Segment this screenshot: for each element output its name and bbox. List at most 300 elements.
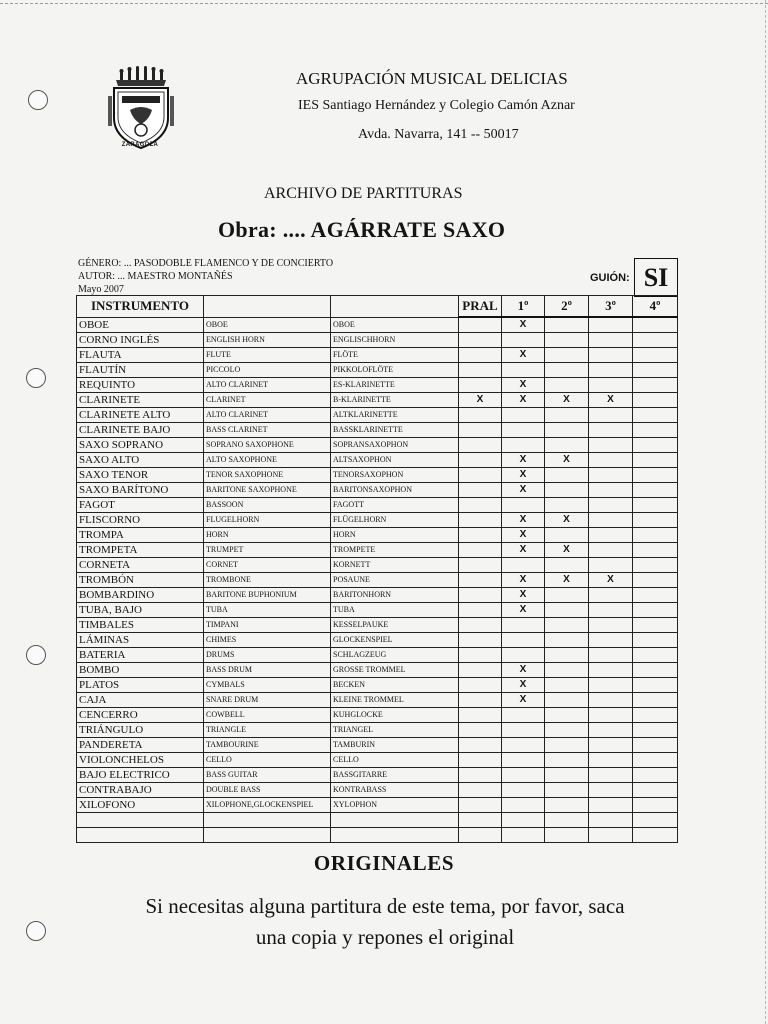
table-row [77, 648, 678, 663]
part-mark [633, 438, 678, 453]
part-mark [459, 348, 502, 363]
part-mark [502, 333, 545, 348]
part-mark [459, 813, 502, 828]
part-mark [633, 453, 678, 468]
instrument-name-es: XILOFONO [77, 798, 204, 813]
instrument-name-de: KLEINE TROMMEL [331, 693, 459, 708]
instrument-name-en: ENGLISH HORN [204, 333, 331, 348]
instrument-name-en: TIMPANI [204, 618, 331, 633]
part-mark [545, 498, 589, 513]
part-mark [589, 588, 633, 603]
instrument-name-de: FAGOTT [331, 498, 459, 513]
instrument-name-de: PIKKOLOFLÖTE [331, 363, 459, 378]
part-mark [545, 603, 589, 618]
part-mark [459, 468, 502, 483]
part-mark: X [545, 543, 589, 558]
table-row [77, 438, 678, 453]
part-mark [633, 798, 678, 813]
part-mark [459, 663, 502, 678]
part-mark [545, 633, 589, 648]
part-mark [502, 498, 545, 513]
instrument-name-es: FLAUTA [77, 348, 204, 363]
instrument-name-de: SCHLAGZEUG [331, 648, 459, 663]
part-mark: X [502, 378, 545, 393]
part-mark [502, 783, 545, 798]
part-mark [459, 738, 502, 753]
table-row [77, 678, 678, 693]
part-mark [545, 483, 589, 498]
instrument-name-de: HORN [331, 528, 459, 543]
part-mark [633, 543, 678, 558]
part-mark: X [502, 317, 545, 333]
instrument-name-en: CHIMES [204, 633, 331, 648]
part-mark [459, 648, 502, 663]
instrument-name-de: FLÖTE [331, 348, 459, 363]
table-row [77, 498, 678, 513]
genre-line: GÉNERO: ... PASODOBLE FLAMENCO Y DE CONCIERTO [78, 258, 334, 269]
instrument-name-de: ENGLISCHHORN [331, 333, 459, 348]
logo-caption: ZARAGOZA [121, 142, 159, 148]
part-mark: X [502, 348, 545, 363]
part-mark [459, 573, 502, 588]
part-mark [545, 317, 589, 333]
instrument-name-de: OBOE [331, 317, 459, 333]
part-mark [459, 618, 502, 633]
archive-title: ARCHIVO DE PARTITURAS [264, 185, 463, 202]
instrument-name-en: ALTO CLARINET [204, 408, 331, 423]
part-mark [459, 723, 502, 738]
table-row [77, 543, 678, 558]
part-mark [589, 738, 633, 753]
part-mark [459, 783, 502, 798]
instrument-name-de: BARITONHORN [331, 588, 459, 603]
instrument-name-de: POSAUNE [331, 573, 459, 588]
part-mark: X [502, 453, 545, 468]
instrument-name-de: TRIANGEL [331, 723, 459, 738]
originales-heading: ORIGINALES [313, 851, 455, 875]
punch-hole [26, 921, 46, 941]
instrument-name-de: BECKEN [331, 678, 459, 693]
col-header-2: 2º [545, 296, 589, 318]
instrument-name-en: DRUMS [204, 648, 331, 663]
instrument-name-es: TROMPA [77, 528, 204, 543]
part-mark [459, 378, 502, 393]
instrument-name-en: CELLO [204, 753, 331, 768]
part-mark [459, 798, 502, 813]
instrument-name-es: CLARINETE [77, 393, 204, 408]
table-row [77, 453, 678, 468]
part-mark [633, 408, 678, 423]
col-header-english [204, 296, 331, 318]
date-line: Mayo 2007 [78, 284, 124, 295]
table-row [77, 573, 678, 588]
part-mark: X [502, 543, 545, 558]
part-mark: X [502, 588, 545, 603]
instrument-name-de: BASSGITARRE [331, 768, 459, 783]
part-mark: X [502, 528, 545, 543]
instrument-name-de: ALTSAXOPHON [331, 453, 459, 468]
instrument-name-es: FAGOT [77, 498, 204, 513]
part-mark [589, 423, 633, 438]
part-mark: X [545, 573, 589, 588]
part-mark [633, 723, 678, 738]
punch-hole [26, 645, 46, 665]
instrument-name-en: BASS DRUM [204, 663, 331, 678]
instrument-name-en: TRUMPET [204, 543, 331, 558]
part-mark [545, 828, 589, 843]
part-mark [589, 768, 633, 783]
part-mark [545, 558, 589, 573]
part-mark: X [502, 468, 545, 483]
instrument-name-de: CELLO [331, 753, 459, 768]
instrument-name-en: CORNET [204, 558, 331, 573]
instrument-name-en: SNARE DRUM [204, 693, 331, 708]
part-mark [633, 768, 678, 783]
guion-value: SI [634, 258, 678, 297]
note-line-1: Si necesitas alguna partitura de este tema, por favor, saca [145, 894, 625, 918]
instrument-name-de: BARITONSAXOPHON [331, 483, 459, 498]
part-mark [502, 363, 545, 378]
part-mark [633, 708, 678, 723]
part-mark: X [589, 393, 633, 408]
part-mark [545, 678, 589, 693]
part-mark [459, 678, 502, 693]
instrument-name-en: ALTO SAXOPHONE [204, 453, 331, 468]
instrument-name-de: B-KLARINETTE [331, 393, 459, 408]
part-mark [502, 708, 545, 723]
part-mark [589, 333, 633, 348]
guion-label: GUIÓN: [590, 272, 630, 284]
part-mark [545, 438, 589, 453]
instrument-name-en: BARITONE SAXOPHONE [204, 483, 331, 498]
instrument-name-es: VIOLONCHELOS [77, 753, 204, 768]
instrument-name-es: REQUINTO [77, 378, 204, 393]
part-mark [459, 363, 502, 378]
part-mark [589, 453, 633, 468]
part-mark [589, 483, 633, 498]
instrument-name-es: BAJO ELECTRICO [77, 768, 204, 783]
table-row [77, 693, 678, 708]
instrument-name-de: ALTKLARINETTE [331, 408, 459, 423]
instrument-name-es: SAXO TENOR [77, 468, 204, 483]
part-mark [459, 513, 502, 528]
instrument-name-en: TAMBOURINE [204, 738, 331, 753]
instrument-name-en: OBOE [204, 317, 331, 333]
table-row [77, 423, 678, 438]
instrument-name-de: KUHGLOCKE [331, 708, 459, 723]
band-logo [100, 66, 180, 152]
instrument-name-es: TROMPETA [77, 543, 204, 558]
instrument-name-de: SOPRANSAXOPHON [331, 438, 459, 453]
part-mark [459, 317, 502, 333]
instrument-name-es: TROMBÓN [77, 573, 204, 588]
part-mark [633, 468, 678, 483]
table-row [77, 723, 678, 738]
table-row [77, 633, 678, 648]
part-mark [589, 723, 633, 738]
table-row [77, 603, 678, 618]
table-row [77, 768, 678, 783]
part-mark: X [502, 678, 545, 693]
instrument-name-en: BASSOON [204, 498, 331, 513]
part-mark [589, 783, 633, 798]
part-mark [502, 753, 545, 768]
table-row [77, 618, 678, 633]
part-mark [589, 753, 633, 768]
part-mark [459, 558, 502, 573]
part-mark [589, 528, 633, 543]
part-mark [545, 798, 589, 813]
instrument-table [76, 295, 678, 843]
part-mark [459, 543, 502, 558]
part-mark [459, 588, 502, 603]
part-mark [589, 603, 633, 618]
table-row [77, 738, 678, 753]
instrument-name-en: BASS GUITAR [204, 768, 331, 783]
part-mark [545, 588, 589, 603]
table-row [77, 317, 678, 333]
part-mark [633, 483, 678, 498]
part-mark [589, 543, 633, 558]
part-mark [633, 573, 678, 588]
instrument-name-en: TRIANGLE [204, 723, 331, 738]
instrument-name-en [204, 828, 331, 843]
part-mark [589, 378, 633, 393]
instrument-name-de: BASSKLARINETTE [331, 423, 459, 438]
instrument-name-en: FLUTE [204, 348, 331, 363]
part-mark [633, 558, 678, 573]
part-mark [459, 708, 502, 723]
part-mark: X [502, 603, 545, 618]
instrument-name-en: HORN [204, 528, 331, 543]
part-mark [545, 348, 589, 363]
instrument-name-en: TENOR SAXOPHONE [204, 468, 331, 483]
table-row [77, 483, 678, 498]
table-row [77, 708, 678, 723]
part-mark [502, 768, 545, 783]
page-top-edge [0, 3, 768, 4]
author-line: AUTOR: ... MAESTRO MONTAÑÉS [78, 271, 233, 282]
table-row [77, 798, 678, 813]
part-mark [633, 738, 678, 753]
table-row [77, 468, 678, 483]
part-mark: X [545, 393, 589, 408]
part-mark: X [502, 693, 545, 708]
part-mark [589, 663, 633, 678]
table-row [77, 348, 678, 363]
instrument-name-de: KORNETT [331, 558, 459, 573]
part-mark: X [589, 573, 633, 588]
part-mark [633, 588, 678, 603]
part-mark [545, 528, 589, 543]
part-mark [545, 363, 589, 378]
part-mark [589, 693, 633, 708]
table-row [77, 408, 678, 423]
instrument-name-es: PANDERETA [77, 738, 204, 753]
table-row [77, 558, 678, 573]
part-mark [459, 693, 502, 708]
part-mark [633, 363, 678, 378]
instrument-name-es: BOMBO [77, 663, 204, 678]
col-header-german [331, 296, 459, 318]
instrument-name-en: SOPRANO SAXOPHONE [204, 438, 331, 453]
instrument-name-es: CLARINETE BAJO [77, 423, 204, 438]
instrument-name-es: CORNETA [77, 558, 204, 573]
part-mark [502, 648, 545, 663]
part-mark [589, 408, 633, 423]
part-mark [502, 723, 545, 738]
instrument-name-es: CONTRABAJO [77, 783, 204, 798]
instrument-name-de: TUBA [331, 603, 459, 618]
instrument-name-es: BATERIA [77, 648, 204, 663]
instrument-name-de: TROMPETE [331, 543, 459, 558]
instrument-name-es: LÁMINAS [77, 633, 204, 648]
part-mark [459, 453, 502, 468]
work-title: Obra: .... AGÁRRATE SAXO [218, 217, 506, 242]
col-header-pral: PRAL [459, 296, 502, 318]
part-mark [589, 363, 633, 378]
instrument-name-es: CAJA [77, 693, 204, 708]
instrument-name-en: CLARINET [204, 393, 331, 408]
part-mark [633, 603, 678, 618]
part-mark [589, 678, 633, 693]
part-mark [545, 783, 589, 798]
part-mark [589, 348, 633, 363]
table-row [77, 783, 678, 798]
part-mark [459, 498, 502, 513]
part-mark [459, 828, 502, 843]
instrument-name-en: PICCOLO [204, 363, 331, 378]
part-mark [459, 528, 502, 543]
part-mark [633, 348, 678, 363]
address-line: Avda. Navarra, 141 -- 50017 [358, 127, 519, 142]
part-mark [633, 828, 678, 843]
table-row [77, 528, 678, 543]
part-mark [545, 333, 589, 348]
part-mark [502, 633, 545, 648]
part-mark [633, 378, 678, 393]
part-mark [545, 708, 589, 723]
part-mark [589, 798, 633, 813]
org-name: AGRUPACIÓN MUSICAL DELICIAS [296, 69, 568, 88]
part-mark [545, 753, 589, 768]
instrument-name-es: PLATOS [77, 678, 204, 693]
part-mark [502, 738, 545, 753]
part-mark [545, 618, 589, 633]
part-mark [633, 678, 678, 693]
table-row [77, 588, 678, 603]
table-row [77, 513, 678, 528]
part-mark [459, 633, 502, 648]
part-mark [633, 528, 678, 543]
part-mark [502, 813, 545, 828]
part-mark [633, 783, 678, 798]
instrument-name-en: TUBA [204, 603, 331, 618]
part-mark [459, 333, 502, 348]
part-mark [459, 753, 502, 768]
part-mark [633, 663, 678, 678]
instrument-name-en: ALTO CLARINET [204, 378, 331, 393]
table-row [77, 333, 678, 348]
instrument-name-en: COWBELL [204, 708, 331, 723]
table-row [77, 828, 678, 843]
instrument-name-es: FLAUTÍN [77, 363, 204, 378]
part-mark [633, 498, 678, 513]
schools-line: IES Santiago Hernández y Colegio Camón Aznar [298, 98, 575, 113]
part-mark [545, 768, 589, 783]
part-mark [459, 423, 502, 438]
part-mark: X [502, 483, 545, 498]
note-line-2: una copia y repones el original [255, 925, 515, 949]
part-mark [459, 408, 502, 423]
part-mark [502, 558, 545, 573]
instrument-name-es: CLARINETE ALTO [77, 408, 204, 423]
part-mark [589, 648, 633, 663]
instrument-name-es: SAXO SOPRANO [77, 438, 204, 453]
part-mark [502, 798, 545, 813]
col-header-3: 3º [589, 296, 633, 318]
part-mark: X [459, 393, 502, 408]
instrument-name-de: KESSELPAUKE [331, 618, 459, 633]
part-mark: X [545, 453, 589, 468]
part-mark [502, 423, 545, 438]
part-mark [633, 753, 678, 768]
part-mark [589, 438, 633, 453]
instrument-name-de: TAMBURIN [331, 738, 459, 753]
col-header-1: 1º [502, 296, 545, 318]
punch-hole [26, 368, 46, 388]
table-row [77, 663, 678, 678]
instrument-name-de: GROSSE TROMMEL [331, 663, 459, 678]
col-header-instrument: INSTRUMENTO [77, 296, 204, 318]
part-mark [459, 768, 502, 783]
part-mark: X [502, 663, 545, 678]
part-mark [633, 648, 678, 663]
part-mark [589, 317, 633, 333]
instrument-name-es: CENCERRO [77, 708, 204, 723]
instrument-name-es: FLISCORNO [77, 513, 204, 528]
table-body [77, 317, 678, 843]
part-mark [633, 333, 678, 348]
instrument-name-es: BOMBARDINO [77, 588, 204, 603]
instrument-name-es: TIMBALES [77, 618, 204, 633]
part-mark [502, 408, 545, 423]
part-mark [589, 813, 633, 828]
instrument-name-en [204, 813, 331, 828]
part-mark [589, 633, 633, 648]
part-mark [589, 558, 633, 573]
table-row [77, 813, 678, 828]
part-mark [633, 813, 678, 828]
part-mark [589, 513, 633, 528]
part-mark [545, 378, 589, 393]
part-mark [545, 423, 589, 438]
part-mark [633, 513, 678, 528]
instrument-name-es: CORNO INGLÉS [77, 333, 204, 348]
part-mark [589, 618, 633, 633]
part-mark [633, 633, 678, 648]
instrument-name-en: BARITONE BUPHONIUM [204, 588, 331, 603]
part-mark [633, 423, 678, 438]
instrument-name-de: TENORSAXOPHON [331, 468, 459, 483]
punch-hole [28, 90, 48, 110]
instrument-name-en: DOUBLE BASS [204, 783, 331, 798]
part-mark [633, 393, 678, 408]
table-row [77, 363, 678, 378]
instrument-name-es: TRIÁNGULO [77, 723, 204, 738]
table-row [77, 753, 678, 768]
part-mark: X [502, 573, 545, 588]
